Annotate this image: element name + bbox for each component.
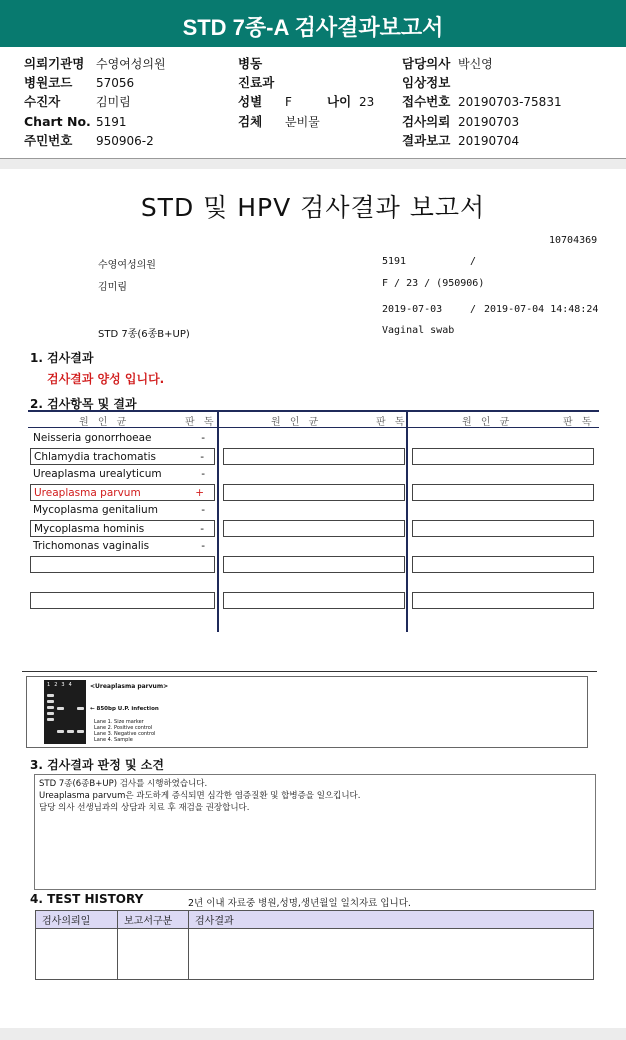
- section3-title: 3. 검사결과 판정 및 소견: [30, 758, 164, 772]
- history-row-empty: [36, 929, 594, 980]
- gel-band: [47, 712, 54, 715]
- history-col-result: 검사결과: [189, 911, 594, 929]
- report-date-sep: /: [470, 304, 477, 315]
- organism-row: [30, 430, 215, 447]
- empty-cell: [223, 484, 405, 501]
- organism-result: -: [201, 540, 205, 552]
- page-gap: [0, 159, 626, 169]
- report-specimen: Vaginal swab: [382, 325, 455, 336]
- report-date-from: 2019-07-03: [382, 304, 443, 315]
- label-hospital-code: 병원코드: [24, 75, 73, 90]
- organism-name: Mycoplasma genitalium: [33, 504, 158, 516]
- gel-arrow-label: ← 850bp U.P. infection: [90, 706, 159, 712]
- history-col-report-type: 보고서구분: [118, 911, 189, 929]
- history-table: [35, 910, 594, 980]
- col-result-2: 판 독: [376, 417, 408, 428]
- value-requesting-org: 수영여성의원: [96, 57, 166, 71]
- empty-cell: [223, 592, 405, 609]
- label-age: 나이: [327, 94, 352, 109]
- organism-name: Ureaplasma urealyticum: [33, 468, 162, 480]
- gel-band: [47, 718, 54, 721]
- page-bottom-gap: [0, 1028, 626, 1040]
- label-requesting-org: 의뢰기관명: [24, 56, 85, 71]
- col-organism-3: 원 인 균: [462, 417, 513, 428]
- section4-title: 4. TEST HISTORY: [30, 892, 144, 906]
- value-report-date: 20190704: [458, 134, 520, 148]
- gel-legend-4: Lane 4. Sample: [94, 737, 133, 743]
- organism-result: +: [195, 487, 204, 499]
- history-header-row: [36, 911, 594, 929]
- report-clinic: 수영여성의원: [98, 260, 156, 271]
- history-note: 2년 이내 자료중 병원,성명,생년월일 일치자료 입니다.: [188, 898, 411, 909]
- value-hospital-code: 57056: [96, 76, 135, 90]
- col-organism-1: 원 인 균: [79, 417, 130, 428]
- gel-legend-2: Lane 2. Positive control: [94, 725, 153, 731]
- report-date-to: 2019-07-04 14:48:24: [484, 304, 599, 315]
- empty-cell: [412, 448, 594, 465]
- label-receipt-no: 접수번호: [402, 94, 451, 109]
- label-sex: 성별: [238, 94, 263, 109]
- report-header-title: STD 7종-A 검사결과보고서: [0, 0, 626, 47]
- value-sex: F: [285, 95, 292, 109]
- gel-band: [77, 730, 84, 733]
- doc-number: 10704369: [549, 235, 598, 246]
- value-receipt-no: 20190703-75831: [458, 95, 562, 109]
- organism-name: Ureaplasma parvum: [34, 487, 141, 499]
- results-table-top-rule: [28, 410, 599, 412]
- organism-name: Neisseria gonorrhoeae: [33, 432, 152, 444]
- label-request-date: 검사의뢰: [402, 114, 451, 129]
- gel-band: [57, 707, 64, 710]
- empty-cell: [223, 520, 405, 537]
- col-result-1: 판 독: [185, 417, 217, 428]
- organism-row: [30, 520, 215, 537]
- organism-row: [30, 538, 215, 555]
- label-doctor: 담당의사: [402, 56, 451, 71]
- label-department: 진료과: [238, 75, 275, 90]
- gel-band: [77, 707, 84, 710]
- section2-title: 2. 검사항목 및 결과: [30, 397, 137, 411]
- gel-lane-numbers: 1234: [47, 682, 76, 688]
- opinion-line: STD 7종(6종B+UP) 검사를 시행하였습니다.: [39, 779, 208, 789]
- organism-row: [30, 502, 215, 519]
- col-result-3: 판 독: [563, 417, 595, 428]
- section1-title: 1. 검사결과: [30, 351, 94, 365]
- organism-result: -: [200, 451, 204, 463]
- label-patient: 수진자: [24, 94, 61, 109]
- col-organism-2: 원 인 균: [271, 417, 322, 428]
- label-chart-no: Chart No.: [24, 114, 91, 129]
- empty-cell: [412, 484, 594, 501]
- section-divider: [22, 671, 597, 672]
- report-chart-no: 5191: [382, 256, 407, 267]
- organism-name: Trichomonas vaginalis: [33, 540, 150, 552]
- label-specimen: 검체: [238, 114, 263, 129]
- value-doctor: 박신영: [458, 57, 493, 71]
- value-specimen: 분비물: [285, 115, 320, 129]
- empty-cell: [223, 448, 405, 465]
- gel-band: [47, 706, 54, 709]
- organism-result: -: [201, 432, 205, 444]
- history-cell: [189, 929, 594, 980]
- gel-electrophoresis-image: [44, 680, 86, 744]
- history-cell: [118, 929, 189, 980]
- label-report-date: 결과보고: [402, 133, 451, 148]
- report-chart-sep: /: [470, 256, 477, 267]
- organism-row-positive: [30, 484, 215, 501]
- organism-row: [30, 466, 215, 483]
- empty-cell: [412, 592, 594, 609]
- empty-cell: [412, 520, 594, 537]
- empty-cell: [223, 556, 405, 573]
- gel-legend-3: Lane 3. Negative control: [94, 731, 156, 737]
- organism-result: -: [201, 504, 205, 516]
- organism-name: Mycoplasma hominis: [34, 523, 145, 535]
- organism-result: -: [201, 468, 205, 480]
- opinion-box: [34, 774, 596, 890]
- empty-cell: [412, 556, 594, 573]
- organism-result: -: [200, 523, 204, 535]
- report-sex-age: F / 23 / (950906): [382, 278, 485, 289]
- organism-name: Chlamydia trachomatis: [34, 451, 157, 463]
- organism-row: [30, 448, 215, 465]
- results-col-divider-2: [406, 410, 408, 632]
- label-clinical-info: 임상정보: [402, 75, 451, 90]
- gel-band: [47, 700, 54, 703]
- value-age: 23: [359, 95, 375, 109]
- history-cell: [36, 929, 118, 980]
- label-resident-no: 주민번호: [24, 133, 73, 148]
- results-col-divider-1: [217, 410, 219, 632]
- gel-band: [67, 730, 74, 733]
- opinion-line: Ureaplasma parvum은 과도하게 증식되면 심각한 염증질환 및 합병증을 일으킵니다.: [39, 791, 361, 801]
- value-request-date: 20190703: [458, 115, 520, 129]
- history-col-request-date: 검사의뢰일: [36, 911, 118, 929]
- value-resident-no: 950906-2: [96, 134, 154, 148]
- gel-band: [47, 694, 54, 697]
- organism-row-empty: [30, 556, 215, 573]
- section1-result: 검사결과 양성 입니다.: [47, 372, 165, 386]
- report-test-name: STD 7종(6종B+UP): [98, 329, 190, 340]
- label-ward: 병동: [238, 56, 263, 71]
- opinion-line: 담당 의사 선생님과의 상담과 치료 후 재검을 권장합니다.: [39, 803, 250, 813]
- value-patient: 김미림: [96, 95, 131, 109]
- report-patient: 김미림: [98, 282, 127, 293]
- value-chart-no: 5191: [96, 115, 127, 129]
- organism-row-empty: [30, 592, 215, 609]
- gel-title: <Ureaplasma parvum>: [90, 683, 169, 690]
- gel-legend-1: Lane 1. Size marker: [94, 719, 144, 725]
- report-title: STD 및 HPV 검사결과 보고서: [140, 193, 486, 222]
- gel-band: [57, 730, 64, 733]
